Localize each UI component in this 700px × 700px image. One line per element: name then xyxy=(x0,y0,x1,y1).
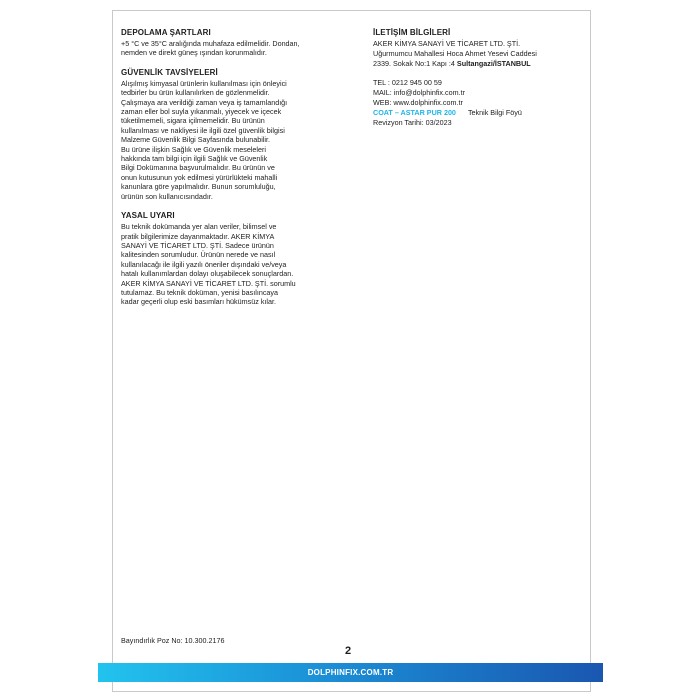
safety-line: tedbirler bu ürün kullanılırken de gözlenmelidir. xyxy=(121,88,270,98)
footer-website-link[interactable]: DOLPHINFIX.COM.TR xyxy=(307,668,394,677)
safety-line: zaman eller bol suyla yıkanmalı, yiyecek ve içecek xyxy=(121,107,282,117)
phone-number: TEL : 0212 945 00 59 xyxy=(373,78,442,87)
company-name: AKER KİMYA SANAYİ VE TİCARET LTD. ŞTİ. xyxy=(373,39,521,48)
legal-line: pratik bilgilerimize dayanmaktadır. AKER KİMYA xyxy=(121,231,275,241)
left-column xyxy=(121,28,343,317)
legal-line: AKER KİMYA SANAYİ VE TİCARET LTD. ŞTİ. sorumlu xyxy=(121,278,296,288)
safety-line: Malzeme Güvenlik Bilgi Sayfasında bulunabilir. xyxy=(121,135,271,145)
legal-heading: YASAL UYARI xyxy=(121,211,175,221)
safety-heading: GÜVENLİK TAVSİYELERİ xyxy=(121,67,218,77)
safety-line: ürünün son kullanıcısındadır. xyxy=(121,191,213,201)
address-line-2 xyxy=(373,59,578,69)
safety-line: onun kutusunun yok edilmesi yürürlükteki mahalli xyxy=(121,172,278,182)
revision-date: Revizyon Tarihi: 03/2023 xyxy=(373,118,452,127)
safety-line: kullanılması ve nakliyesi ile ilgili özel güvenlik bilgisi xyxy=(121,125,285,135)
product-line xyxy=(373,108,578,118)
legal-line: SANAYİ VE TİCARET LTD. ŞTİ. Sadece ürünün xyxy=(121,240,274,250)
document-type: Teknik Bilgi Föyü xyxy=(467,108,522,117)
legal-section xyxy=(121,211,343,307)
right-column xyxy=(373,28,578,128)
legal-line: Bu teknik dokümanda yer alan veriler, bilimsel ve xyxy=(121,222,277,232)
safety-line: hakkında tam bilgi için ilgili Sağlık ve Güvenlik xyxy=(121,154,268,164)
legal-line: kullanılacağı ile ilgili yazılı öneriler dışındaki ve/veya xyxy=(121,259,287,269)
storage-line: nemden ve direkt güneş ışından korunmalıdır. xyxy=(121,48,267,58)
safety-section xyxy=(121,68,343,201)
safety-line: Alışılmış kimyasal ürünlerin kullanılması için önleyici xyxy=(121,78,287,88)
safety-text xyxy=(121,79,343,201)
legal-line: kadar geçerli olup eski basımları hükümsüz kılar. xyxy=(121,297,276,307)
storage-heading: DEPOLAMA ŞARTLARI xyxy=(121,28,211,37)
storage-line: +5 °C ve 35°C aralığında muhafaza edilmelidir. Dondan, xyxy=(121,39,300,48)
page-number: 2 xyxy=(345,645,352,657)
contact-heading: İLETİŞİM BİLGİLERİ xyxy=(373,28,451,37)
safety-line: Çalışmaya ara verildiği zaman veya iş tamamlandığı xyxy=(121,97,288,107)
storage-section xyxy=(121,28,343,58)
email-link[interactable]: MAIL: info@dolphinfix.com.tr xyxy=(373,88,465,97)
legal-line: kalitesinden sorumludur. Ürünün nerede ve nasıl xyxy=(121,250,276,260)
website-link[interactable]: WEB: www.dolphinfix.com.tr xyxy=(373,98,463,107)
safety-line: kanunlara göre yapılmalıdır. Bunun sorumluluğu, xyxy=(121,182,276,192)
address-line-1: Uğurmumcu Mahallesi Hoca Ahmet Yesevi Caddesi xyxy=(373,49,537,58)
legal-line: tutulamaz. Bu teknik doküman, yenisi basılıncaya xyxy=(121,287,279,297)
legal-text xyxy=(121,222,343,307)
safety-line: tüketilmemeli, sigara içilmemelidir. Bu ürünün xyxy=(121,116,265,126)
address-street: 2339. Sokak No:1 Kapı :4 xyxy=(373,59,455,68)
legal-line: hatalı kullanımlardan dolayı oluşabilecek sonuçlardan. xyxy=(121,269,294,279)
product-name: COAT – ASTAR PUR 200 xyxy=(373,108,456,117)
safety-line: Bu ürüne ilişkin Sağlık ve Güvenlik meseleleri xyxy=(121,144,267,154)
footer-bar xyxy=(98,663,603,682)
safety-line: Bilgi Dokümanına başvurulmalıdır. Bu ürünün ve xyxy=(121,163,275,173)
address-district: Sultangazi/İSTANBUL xyxy=(456,59,531,68)
poz-number: Bayındırlık Poz No: 10.300.2176 xyxy=(121,636,225,645)
storage-text xyxy=(121,39,343,58)
